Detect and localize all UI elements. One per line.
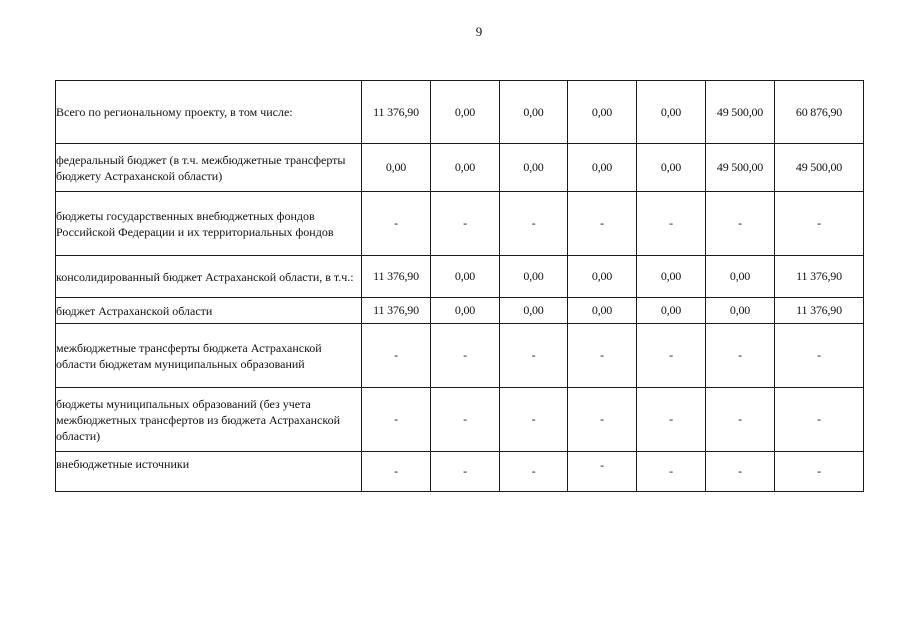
value-cell: - [637, 452, 706, 492]
row-label: бюджеты государственных внебюджетных фондов Российской Федерации и их территориальных фондов [56, 192, 362, 256]
value-cell: - [637, 192, 706, 256]
value-cell: - [568, 388, 637, 452]
value-cell: 0,00 [431, 298, 500, 324]
value-cell: 0,00 [500, 144, 568, 192]
value-cell: - [706, 452, 775, 492]
value-cell: 49 500,00 [775, 144, 864, 192]
value-cell: 0,00 [706, 256, 775, 298]
value-cell: - [568, 452, 637, 492]
table-row-federal [56, 144, 864, 192]
value-cell: 11 376,90 [775, 256, 864, 298]
value-cell: 0,00 [568, 81, 637, 144]
value-cell: - [568, 192, 637, 256]
value-cell: 0,00 [431, 81, 500, 144]
value-cell: 0,00 [431, 144, 500, 192]
table-row-regional-budget [56, 298, 864, 324]
value-cell: 0,00 [500, 298, 568, 324]
value-cell: 11 376,90 [775, 298, 864, 324]
value-cell: 0,00 [568, 144, 637, 192]
value-cell: 11 376,90 [362, 298, 431, 324]
value-cell: 0,00 [637, 81, 706, 144]
value-cell: - [500, 388, 568, 452]
table-row-interbudget-transfers [56, 324, 864, 388]
table-row-municipal-budgets [56, 388, 864, 452]
value-cell: 0,00 [637, 298, 706, 324]
value-cell: - [568, 324, 637, 388]
value-cell: 0,00 [706, 298, 775, 324]
value-cell: - [500, 324, 568, 388]
value-cell: 11 376,90 [362, 81, 431, 144]
value-cell: - [362, 388, 431, 452]
table-row-consolidated [56, 256, 864, 298]
value-cell: 0,00 [568, 298, 637, 324]
value-cell: 0,00 [500, 81, 568, 144]
value-cell: - [775, 324, 864, 388]
value-cell: 0,00 [637, 256, 706, 298]
value-cell: - [362, 324, 431, 388]
value-cell: - [431, 452, 500, 492]
page-number: 9 [475, 24, 483, 39]
value-cell: - [775, 192, 864, 256]
value-cell: - [637, 388, 706, 452]
value-cell: - [706, 324, 775, 388]
value-cell: - [500, 192, 568, 256]
budget-table [55, 80, 864, 492]
row-label: межбюджетные трансферты бюджета Астраханской области бюджетам муниципальных образований [56, 324, 362, 388]
value-cell: - [775, 452, 864, 492]
value-cell: - [500, 452, 568, 492]
value-cell: 0,00 [637, 144, 706, 192]
row-label: Всего по региональному проекту, в том числе: [56, 81, 362, 144]
value-cell: 49 500,00 [706, 144, 775, 192]
value-cell: - [706, 192, 775, 256]
row-label: федеральный бюджет (в т.ч. межбюджетные трансферты бюджету Астраханской области) [56, 144, 362, 192]
table-row-total [56, 81, 864, 144]
value-cell: 11 376,90 [362, 256, 431, 298]
value-cell: - [431, 388, 500, 452]
value-cell: 0,00 [362, 144, 431, 192]
value-cell: - [431, 192, 500, 256]
table-row-extrabudgetary-funds [56, 192, 864, 256]
row-label: консолидированный бюджет Астраханской области, в т.ч.: [56, 256, 362, 298]
value-cell: - [362, 192, 431, 256]
value-cell: 0,00 [431, 256, 500, 298]
value-cell: - [706, 388, 775, 452]
value-cell: - [362, 452, 431, 492]
row-label: бюджет Астраханской области [56, 298, 362, 324]
value-cell: 49 500,00 [706, 81, 775, 144]
row-label: бюджеты муниципальных образований (без учета межбюджетных трансфертов из бюджета Астраханской области) [56, 388, 362, 452]
table-row-extrabudgetary-sources [56, 452, 864, 492]
row-label: внебюджетные источники [56, 452, 362, 492]
value-cell: 60 876,90 [775, 81, 864, 144]
value-cell: 0,00 [568, 256, 637, 298]
value-cell: - [775, 388, 864, 452]
value-cell: 0,00 [500, 256, 568, 298]
value-cell: - [431, 324, 500, 388]
value-cell: - [637, 324, 706, 388]
